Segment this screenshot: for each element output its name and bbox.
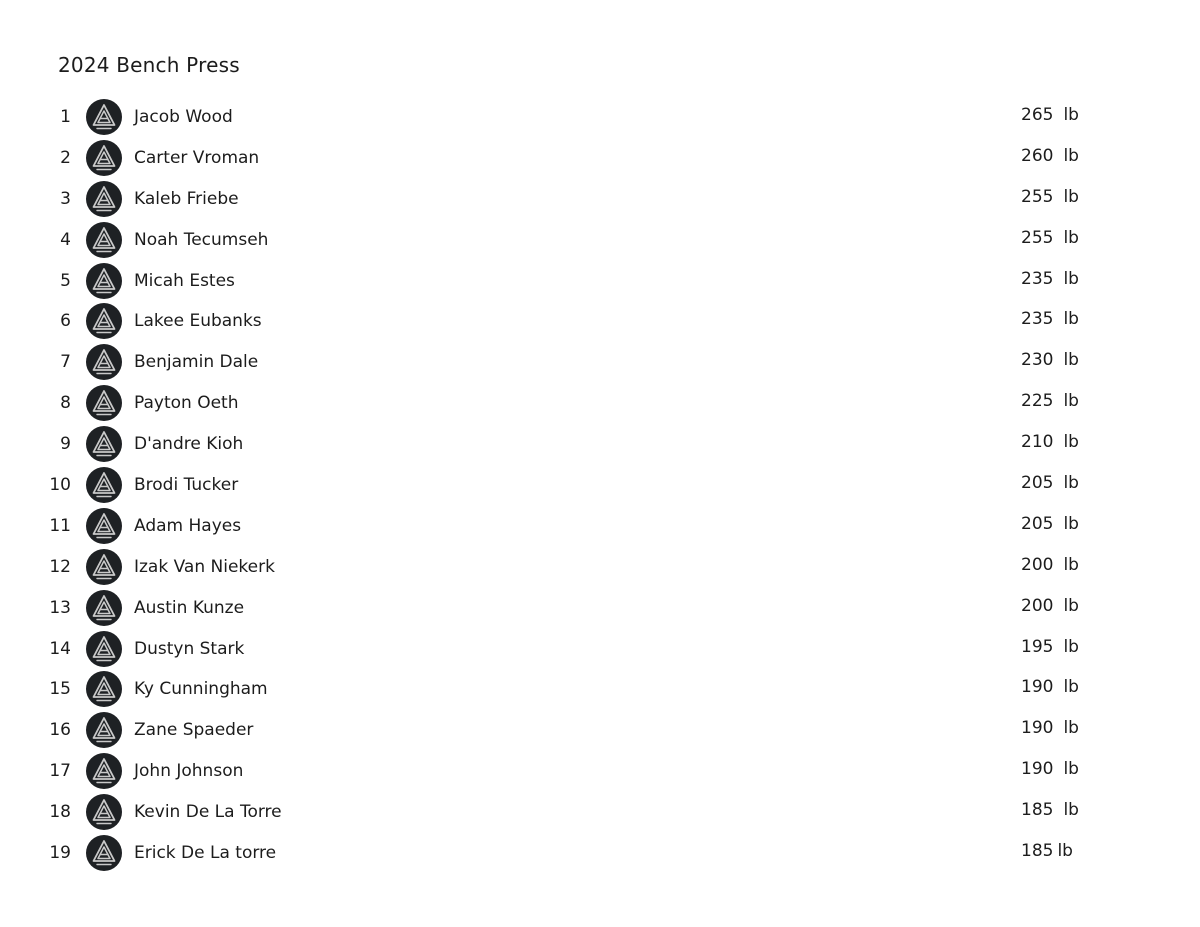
- list-item: [0, 588, 1200, 629]
- lift-unit: lb: [1063, 268, 1079, 289]
- lift-value: [1021, 555, 1079, 575]
- lift-weight: 235: [1021, 268, 1054, 289]
- athlete-name: Payton Oeth: [134, 393, 239, 414]
- lift-weight: 255: [1021, 186, 1054, 207]
- triangle-logo-icon: [86, 835, 122, 871]
- triangle-logo-icon: [86, 671, 122, 707]
- lift-unit: lb: [1063, 473, 1079, 494]
- rank-number: 4: [60, 229, 71, 250]
- lift-weight: 265: [1021, 105, 1054, 125]
- list-item: [0, 179, 1200, 220]
- list-item: [0, 710, 1200, 751]
- lift-weight: 195: [1021, 636, 1054, 657]
- athlete-name: Ky Cunningham: [134, 679, 268, 700]
- lift-weight: 235: [1021, 309, 1054, 330]
- list-item: [0, 506, 1200, 547]
- lift-weight: 205: [1021, 513, 1054, 534]
- athlete-name: Carter Vroman: [134, 147, 260, 168]
- rank-number: 5: [60, 270, 71, 291]
- lift-unit: lb: [1063, 595, 1079, 616]
- list-item: [0, 792, 1200, 833]
- triangle-logo-icon: [86, 140, 122, 176]
- triangle-logo-icon: [86, 99, 122, 135]
- rank-number: 6: [60, 311, 71, 332]
- lift-unit: lb: [1063, 718, 1079, 739]
- lift-value: [1021, 596, 1079, 616]
- athlete-name: Izak Van Niekerk: [134, 556, 275, 577]
- list-item: [0, 629, 1200, 670]
- triangle-logo-icon: [86, 590, 122, 626]
- triangle-logo-icon: [86, 263, 122, 299]
- lift-value: [1021, 514, 1079, 534]
- athlete-name: Erick De La torre: [134, 843, 277, 864]
- rank-number: 19: [49, 843, 71, 864]
- lift-value: [1021, 228, 1079, 248]
- lift-weight: 230: [1021, 350, 1054, 371]
- lift-unit: lb: [1063, 554, 1079, 575]
- lift-weight: 255: [1021, 227, 1054, 248]
- lift-value: [1021, 759, 1079, 779]
- lift-value: [1021, 269, 1079, 289]
- rank-number: 17: [49, 761, 71, 782]
- rank-number: 2: [60, 147, 71, 168]
- lift-unit: lb: [1063, 513, 1079, 534]
- lift-unit: lb: [1063, 636, 1079, 657]
- rank-number: 7: [60, 352, 71, 373]
- list-item: [0, 383, 1200, 424]
- lift-unit: lb: [1063, 800, 1079, 821]
- lift-value: [1021, 677, 1079, 697]
- lift-value: [1021, 187, 1079, 207]
- lift-unit: lb: [1063, 145, 1079, 166]
- athlete-name: Lakee Eubanks: [134, 311, 262, 332]
- page-title: 2024 Bench Press: [58, 53, 240, 77]
- lift-unit: lb: [1063, 759, 1079, 780]
- rank-number: 1: [60, 107, 71, 127]
- lift-value: [1021, 800, 1079, 820]
- triangle-logo-icon: [86, 222, 122, 258]
- lift-weight: 190: [1021, 677, 1054, 698]
- list-item: [0, 547, 1200, 588]
- rank-number: 9: [60, 434, 71, 455]
- athlete-name: Kevin De La Torre: [134, 802, 282, 823]
- athlete-name: Jacob Wood: [134, 107, 233, 127]
- rank-number: 3: [60, 188, 71, 209]
- rank-number: 18: [49, 802, 71, 823]
- lift-unit: lb: [1063, 105, 1079, 125]
- lift-weight: 200: [1021, 595, 1054, 616]
- athlete-name: Kaleb Friebe: [134, 188, 239, 209]
- rank-number: 12: [49, 556, 71, 577]
- lift-weight: 190: [1021, 759, 1054, 780]
- triangle-logo-icon: [86, 426, 122, 462]
- list-item: [0, 669, 1200, 710]
- lift-weight: 200: [1021, 554, 1054, 575]
- list-item: [0, 751, 1200, 792]
- rank-number: 13: [49, 597, 71, 618]
- list-item: [0, 342, 1200, 383]
- rank-number: 16: [49, 720, 71, 741]
- athlete-name: Benjamin Dale: [134, 352, 259, 373]
- list-item: [0, 465, 1200, 506]
- list-item: [0, 833, 1200, 874]
- lift-unit: lb: [1063, 677, 1079, 698]
- triangle-logo-icon: [86, 508, 122, 544]
- lift-weight: 205: [1021, 473, 1054, 494]
- lift-value: [1021, 718, 1079, 738]
- athlete-name: Adam Hayes: [134, 515, 242, 536]
- lift-weight: 185: [1021, 841, 1054, 862]
- triangle-logo-icon: [86, 467, 122, 503]
- lift-weight: 210: [1021, 432, 1054, 453]
- lift-weight: 225: [1021, 391, 1054, 412]
- lift-unit: lb: [1057, 841, 1073, 862]
- athlete-name: Austin Kunze: [134, 597, 245, 618]
- rank-number: 15: [49, 679, 71, 700]
- lift-value: [1021, 473, 1079, 493]
- triangle-logo-icon: [86, 385, 122, 421]
- rank-number: 14: [49, 638, 71, 659]
- lift-unit: lb: [1063, 227, 1079, 248]
- list-item: [0, 424, 1200, 465]
- list-item: [0, 220, 1200, 261]
- athlete-name: Brodi Tucker: [134, 475, 239, 496]
- lift-value: [1021, 391, 1079, 411]
- triangle-logo-icon: [86, 181, 122, 217]
- lift-value: [1021, 637, 1079, 657]
- athlete-name: Dustyn Stark: [134, 638, 245, 659]
- athlete-name: D'andre Kioh: [134, 434, 244, 455]
- list-item: [0, 138, 1200, 179]
- list-item: [0, 301, 1200, 342]
- triangle-logo-icon: [86, 753, 122, 789]
- lift-weight: 190: [1021, 718, 1054, 739]
- triangle-logo-icon: [86, 344, 122, 380]
- lift-weight: 260: [1021, 145, 1054, 166]
- rank-number: 11: [49, 515, 71, 536]
- list-item: [0, 97, 1200, 138]
- triangle-logo-icon: [86, 549, 122, 585]
- triangle-logo-icon: [86, 794, 122, 830]
- athlete-name: Zane Spaeder: [134, 720, 254, 741]
- lift-unit: lb: [1063, 350, 1079, 371]
- lift-value: [1021, 350, 1079, 370]
- lift-unit: lb: [1063, 309, 1079, 330]
- athlete-name: Micah Estes: [134, 270, 235, 291]
- lift-value: [1021, 432, 1079, 452]
- lift-unit: lb: [1063, 186, 1079, 207]
- lift-unit: lb: [1063, 432, 1079, 453]
- athlete-name: John Johnson: [134, 761, 244, 782]
- lift-value: [1021, 105, 1079, 125]
- lift-value: [1021, 841, 1073, 861]
- triangle-logo-icon: [86, 631, 122, 667]
- lift-unit: lb: [1063, 391, 1079, 412]
- rank-number: 8: [60, 393, 71, 414]
- lift-value: [1021, 146, 1079, 166]
- rank-number: 10: [49, 475, 71, 496]
- athlete-name: Noah Tecumseh: [134, 229, 269, 250]
- lift-value: [1021, 309, 1079, 329]
- lift-weight: 185: [1021, 800, 1054, 821]
- triangle-logo-icon: [86, 712, 122, 748]
- list-item: [0, 261, 1200, 302]
- leaderboard-list: [0, 97, 1200, 874]
- triangle-logo-icon: [86, 303, 122, 339]
